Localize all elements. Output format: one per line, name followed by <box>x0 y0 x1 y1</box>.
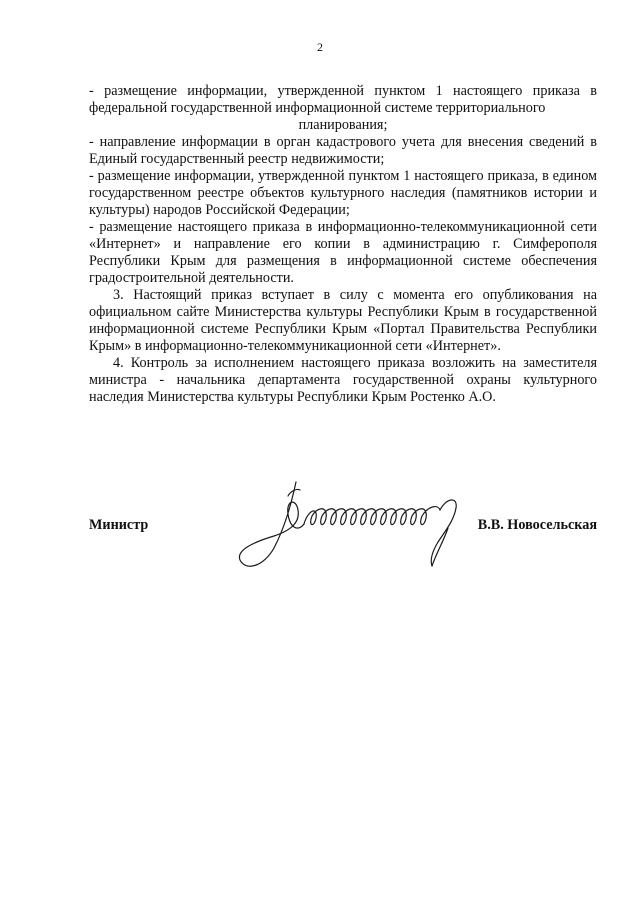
document-body <box>89 83 597 406</box>
paragraph-bullet-1: - размещение информации, утвержденной пунктом 1 настоящего приказа в федеральной государственной информационной системе территориального <box>89 83 597 116</box>
paragraph-bullet-1-tail: планирования; <box>298 117 388 133</box>
page-number: 2 <box>317 40 323 54</box>
paragraph-bullet-4: - размещение настоящего приказа в информационно-телекоммуникационной сети «Интернет» и направление его копии в администрацию г. Симферополя Республики Крым для размещения в информационной системе обеспечения градостроительной деятельности. <box>89 219 597 286</box>
handwritten-signature <box>234 470 474 580</box>
signer-title: Министр <box>89 517 149 533</box>
paragraph-bullet-3: - размещение информации, утвержденной пунктом 1 настоящего приказа, в едином государственном реестре объектов культурного наследия (памятников истории и культуры) народов Российской Федерации; <box>89 168 597 218</box>
paragraph-item-3: 3. Настоящий приказ вступает в силу с момента его опубликования на официальном сайте Министерства культуры Республики Крым в государственной информационной системе Республики Крым «Портал Правительства Республики Крым» в информационно-телекоммуникационной сети «Интернет». <box>89 287 597 354</box>
signer-name: В.В. Новосельская <box>477 517 597 533</box>
signature-block <box>89 470 597 580</box>
paragraph-item-4: 4. Контроль за исполнением настоящего приказа возложить на заместителя министра - начальника департамента государственной охраны культурного наследия Министерства культуры Республики Крым Ростенко А.О. <box>89 355 597 405</box>
paragraph-bullet-2: - направление информации в орган кадастрового учета для внесения сведений в Единый государственный реестр недвижимости; <box>89 134 597 167</box>
